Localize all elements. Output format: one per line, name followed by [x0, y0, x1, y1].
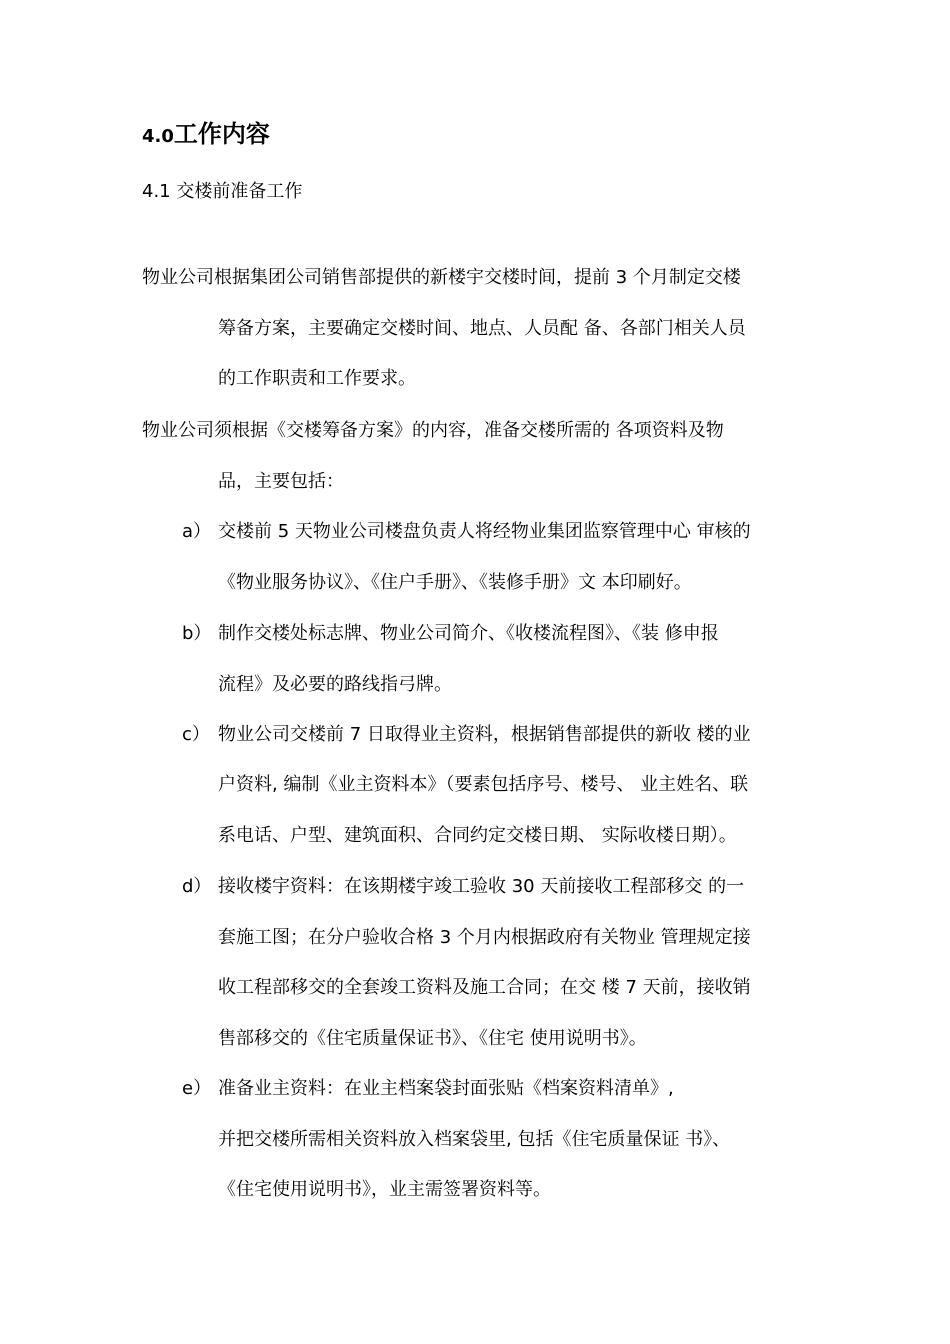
list-marker: e） [182, 1078, 212, 1099]
list-item-line: 售部移交的《住宅质量保证书》、《住宅 使用说明书》。 [218, 1028, 647, 1049]
list-item-line: 《物业服务协议》、《住户手册》、《装修手册》文 本印刷好。 [218, 572, 692, 593]
list-item-line: 《住宅使用说明书》，业主需签署资料等。 [218, 1179, 551, 1200]
list-item-line: 流程》及必要的路线指弓牌。 [218, 674, 452, 695]
section-number: 4.0 [142, 126, 174, 147]
list-marker: d） [182, 876, 212, 897]
paragraph-line: 筹备方案，主要确定交楼时间、地点、人员配 备、各部门相关人员 [218, 318, 746, 339]
list-item-line: 准备业主资料：在业主档案袋封面张贴《档案资料清单》, [218, 1078, 674, 1099]
list-item-line: 套施工图；在分户验收合格 3 个月内根据政府有关物业 管理规定接 [218, 927, 751, 948]
list-item-line: 并把交楼所需相关资料放入档案袋里, 包括《住宅质量保证 书》、 [218, 1129, 731, 1150]
list-item-line: 制作交楼处标志牌、物业公司简介、《收楼流程图》、《装 修申报 [218, 623, 719, 644]
paragraph-line: 物业公司根据集团公司销售部提供的新楼宇交楼时间，提前 3 个月制定交楼 [142, 267, 741, 288]
list-item-line: 系电话、户型、建筑面积、合同约定交楼日期、 实际收楼日期）。 [218, 825, 737, 846]
paragraph-line: 品，主要包括： [218, 471, 344, 492]
list-item-line: 物业公司交楼前 7 日取得业主资料，根据销售部提供的新收 楼的业 [218, 724, 751, 745]
list-item-line: 户资料, 编制《业主资料本》（要素包括序号、楼号、 业主姓名、联 [218, 774, 749, 795]
paragraph-line: 物业公司须根据《交楼筹备方案》的内容，准备交楼所需的 各项资料及物 [142, 420, 724, 441]
list-marker: c） [182, 724, 210, 745]
list-item-line: 收工程部移交的全套竣工资料及施工合同；在交 楼 7 天前，接收销 [218, 977, 751, 998]
list-item-line: 接收楼宇资料：在该期楼宇竣工验收 30 天前接收工程部移交 的一 [218, 876, 745, 897]
list-marker: a） [182, 521, 212, 542]
list-item-line: 交楼前 5 天物业公司楼盘负责人将经物业集团监察管理中心 审核的 [218, 521, 751, 542]
section-heading [142, 118, 270, 153]
list-marker: b） [182, 623, 212, 644]
paragraph-line: 的工作职责和工作要求。 [218, 368, 416, 389]
subsection-heading: 4.1 交楼前准备工作 [142, 181, 303, 202]
section-title: 工作内容 [173, 120, 270, 148]
